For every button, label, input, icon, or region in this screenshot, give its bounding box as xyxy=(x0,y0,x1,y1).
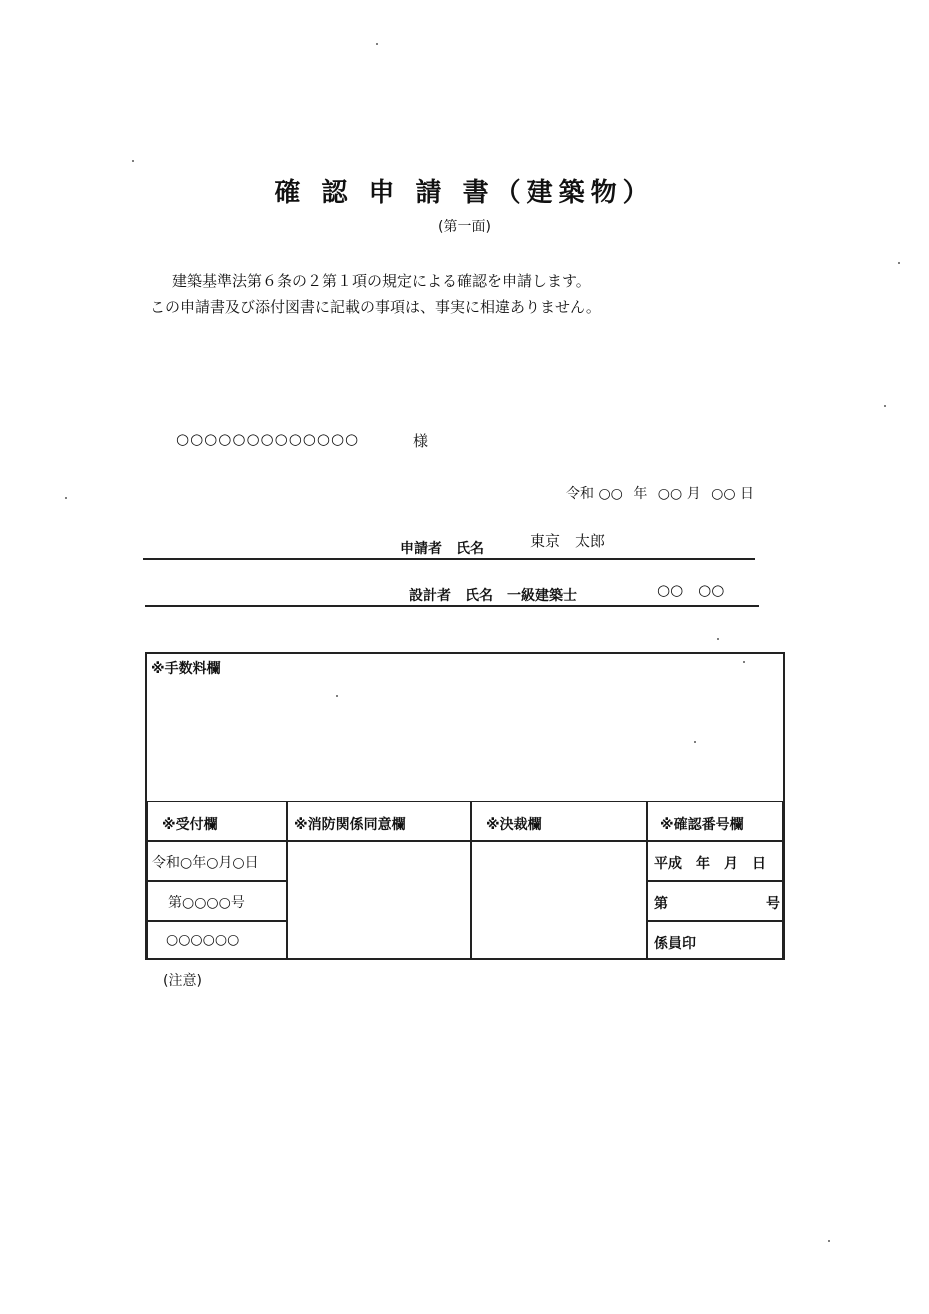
date-era: 令和 xyxy=(566,486,594,502)
scan-speck xyxy=(884,405,886,407)
addressee-name: ○○○○○○○○○○○○○ xyxy=(176,430,360,448)
reception-person-cell xyxy=(147,921,287,960)
approval-body-cell xyxy=(471,841,647,960)
confirmation-number-suffix: 号 xyxy=(766,896,780,912)
confirmation-date: 平成 年 月 日 xyxy=(654,856,766,872)
reception-number-cell xyxy=(147,881,287,921)
confirmation-stamp-label: 係員印 xyxy=(654,936,696,952)
confirmation-stamp-cell xyxy=(647,921,783,960)
document-title: 確 認 申 請 書（建築物） xyxy=(274,178,655,208)
fee-section-label: ※手数料欄 xyxy=(151,661,221,677)
date-month-label: 月 xyxy=(686,486,701,502)
applicant-label: 申請者 氏名 xyxy=(400,541,484,557)
reception-number: 第○○○○号 xyxy=(168,895,245,911)
scan-speck xyxy=(743,661,745,663)
date-day: ○○ xyxy=(711,486,736,502)
designer-underline xyxy=(145,605,759,607)
reception-person: ○○○○○○ xyxy=(166,932,240,948)
document-subtitle: (第一面) xyxy=(438,219,491,235)
fire-consent-body-cell xyxy=(287,841,471,960)
date-year-label: 年 xyxy=(633,486,648,502)
date-year: ○○ xyxy=(598,486,623,502)
scan-speck xyxy=(336,695,338,697)
reception-header-cell xyxy=(147,801,287,841)
addressee-honorific: 様 xyxy=(413,432,429,450)
scan-speck xyxy=(132,160,134,162)
scan-speck xyxy=(898,262,900,264)
fire-consent-label: ※消防関係同意欄 xyxy=(294,817,406,833)
scan-speck xyxy=(65,497,67,499)
reception-date-cell xyxy=(147,841,287,881)
designer-name: ○○ ○○ xyxy=(657,581,725,599)
confirmation-number-prefix: 第 xyxy=(654,896,668,912)
applicant-underline xyxy=(143,558,755,560)
applicant-name: 東京 太郎 xyxy=(530,532,606,550)
declaration-text xyxy=(150,268,601,320)
fire-consent-header-cell xyxy=(287,801,471,841)
confirmation-header-cell xyxy=(647,801,783,841)
scan-speck xyxy=(376,43,378,45)
application-date xyxy=(566,483,754,503)
scan-speck xyxy=(717,638,719,640)
declaration-line-2: この申請書及び添付図書に記載の事項は、事実に相違ありません。 xyxy=(150,298,601,316)
confirmation-number-label: ※確認番号欄 xyxy=(660,817,744,833)
date-month: ○○ xyxy=(657,486,683,502)
reception-label: ※受付欄 xyxy=(162,817,218,833)
date-day-label: 日 xyxy=(740,486,755,502)
approval-header-cell xyxy=(471,801,647,841)
confirmation-number-cell xyxy=(647,881,783,921)
approval-label: ※決裁欄 xyxy=(486,817,542,833)
confirmation-date-cell xyxy=(647,841,783,881)
designer-label: 設計者 氏名 一級建築士 xyxy=(409,588,577,604)
note-label: (注意) xyxy=(163,973,202,989)
declaration-line-1: 建築基準法第６条の２第１項の規定による確認を申請します。 xyxy=(172,272,591,290)
official-use-box xyxy=(145,652,785,960)
reception-date: 令和○年○月○日 xyxy=(152,855,259,871)
scan-speck xyxy=(694,741,696,743)
scan-speck xyxy=(828,1240,830,1242)
